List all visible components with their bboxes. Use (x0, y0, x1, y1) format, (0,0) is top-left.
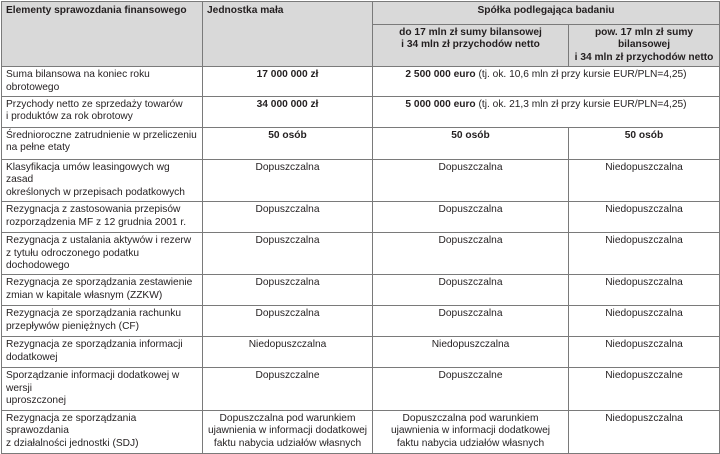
below-threshold-value: Dopuszczalna (373, 202, 569, 233)
above-threshold-value: 50 osób (569, 128, 720, 160)
header-above-threshold-text: pow. 17 mln zł sumy bilansowej i 34 mln zł przychodów netto (574, 27, 714, 63)
row-label: Sporządzanie informacji dodatkowej w wersji uproszczonej (2, 368, 203, 410)
small-entity-value: Niedopuszczalna (203, 337, 373, 368)
table-row (2, 233, 720, 275)
financial-statement-comparison-table (1, 1, 720, 454)
below-threshold-value: Dopuszczalne (373, 368, 569, 410)
above-threshold-value: Niedopuszczalna (569, 233, 720, 275)
below-threshold-value: Dopuszczalna pod warunkiem ujawnienia w informacji dodatkowej faktu nabycia udziałów własnych (373, 410, 569, 453)
row-label: Rezygnacja ze sporządzania informacji dodatkowej (2, 337, 203, 368)
small-entity-value: Dopuszczalna (203, 306, 373, 337)
header-below-threshold-text: do 17 mln zł sumy bilansowej i 34 mln zł przychodów netto (399, 27, 542, 51)
audited-value (373, 67, 720, 97)
header-small-entity: Jednostka mała (203, 2, 373, 67)
small-entity-value: Dopuszczalna pod warunkiem ujawnienia w informacji dodatkowej faktu nabycia udziałów własnych (203, 410, 373, 453)
header-below-threshold (373, 25, 569, 67)
small-entity-value: Dopuszczalna (203, 275, 373, 306)
below-threshold-value: Dopuszczalna (373, 233, 569, 275)
small-entity-value: Dopuszczalna (203, 160, 373, 202)
header-above-threshold (569, 25, 720, 67)
header-row (2, 2, 720, 25)
row-label: Rezygnacja z ustalania aktywów i rezerw z tytułu odroczonego podatku dochodowego (2, 233, 203, 275)
table-row (2, 275, 720, 306)
audited-value (373, 97, 720, 128)
table-row (2, 337, 720, 368)
table-row (2, 128, 720, 160)
row-label: Rezygnacja ze sporządzania zestawienie zmian w kapitale własnym (ZZKW) (2, 275, 203, 306)
above-threshold-value: Niedopuszczalna (569, 410, 720, 453)
header-audited-company: Spółka podlegająca badaniu (373, 2, 720, 25)
audited-main-value: 2 500 000 euro (405, 69, 476, 81)
above-threshold-value: Niedopuszczalna (569, 202, 720, 233)
above-threshold-value: Niedopuszczalna (569, 306, 720, 337)
small-entity-value: Dopuszczalna (203, 202, 373, 233)
row-label: Średnioroczne zatrudnienie w przeliczeniu na pełne etaty (2, 128, 203, 160)
small-entity-value: Dopuszczalna (203, 233, 373, 275)
row-label: Rezygnacja z zastosowania przepisów rozporządzenia MF z 12 grudnia 2001 r. (2, 202, 203, 233)
table-row (2, 306, 720, 337)
table-row (2, 410, 720, 453)
above-threshold-value: Niedopuszczalna (569, 275, 720, 306)
above-threshold-value: Niedopuszczalna (569, 160, 720, 202)
small-entity-value: Dopuszczalne (203, 368, 373, 410)
table-row (2, 368, 720, 410)
row-label: Suma bilansowa na koniec roku obrotowego (2, 67, 203, 97)
audited-note: (tj. ok. 21,3 mln zł przy kursie EUR/PLN=4,25) (478, 99, 687, 111)
table-row (2, 67, 720, 97)
below-threshold-value: 50 osób (373, 128, 569, 160)
audited-main-value: 5 000 000 euro (405, 99, 476, 111)
above-threshold-value: Niedopuszczalne (569, 368, 720, 410)
below-threshold-value: Niedopuszczalna (373, 337, 569, 368)
table-row (2, 202, 720, 233)
small-entity-value: 17 000 000 zł (203, 67, 373, 97)
header-elements: Elementy sprawozdania finansowego (2, 2, 203, 67)
row-label: Rezygnacja ze sporządzania rachunku przepływów pieniężnych (CF) (2, 306, 203, 337)
below-threshold-value: Dopuszczalna (373, 160, 569, 202)
table-row (2, 160, 720, 202)
small-entity-value: 34 000 000 zł (203, 97, 373, 128)
table-row (2, 97, 720, 128)
audited-note: (tj. ok. 10,6 mln zł przy kursie EUR/PLN=4,25) (478, 69, 687, 81)
below-threshold-value: Dopuszczalna (373, 306, 569, 337)
row-label: Rezygnacja ze sporządzania sprawozdania z działalności jednostki (SDJ) (2, 410, 203, 453)
below-threshold-value: Dopuszczalna (373, 275, 569, 306)
small-entity-value: 50 osób (203, 128, 373, 160)
comparison-table-container (1, 1, 719, 449)
above-threshold-value: Niedopuszczalna (569, 337, 720, 368)
row-label: Klasyfikacja umów leasingowych wg zasad określonych w przepisach podatkowych (2, 160, 203, 202)
row-label: Przychody netto ze sprzedaży towarów i produktów za rok obrotowy (2, 97, 203, 128)
